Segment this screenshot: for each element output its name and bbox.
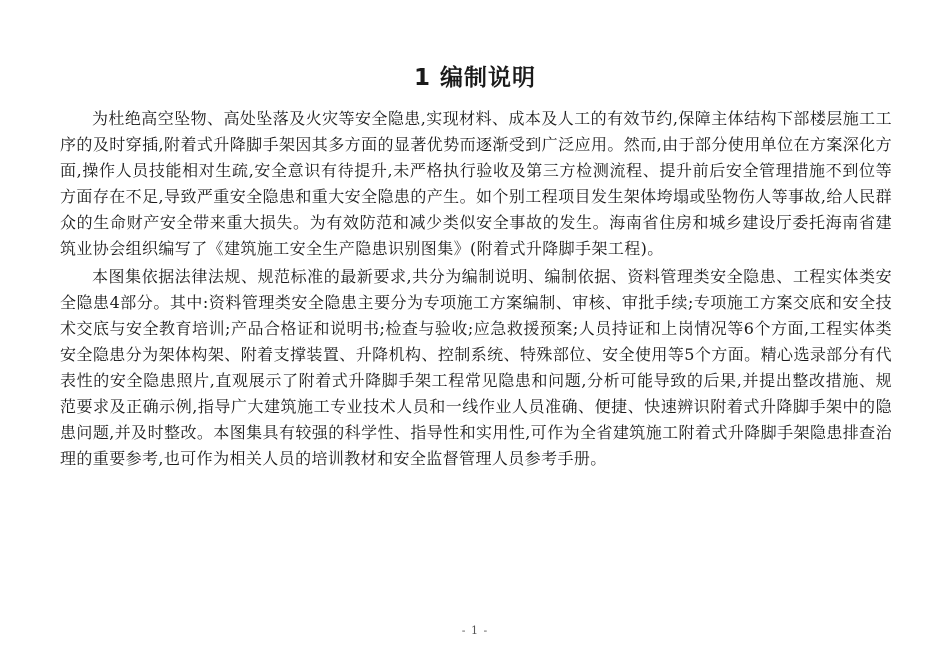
- paragraph-2: 本图集依据法律法规、规范标准的最新要求,共分为编制说明、编制依据、资料管理类安全隐患、工程实体类安全隐患4部分。其中:资料管理类安全隐患主要分为专项施工方案编制、审核、审批手续;专项施工方案交底和安全技术交底与安全教育培训;产品合格证和说明书;检查与验收;应急救援预案;人员持证和上岗情况等6个方面,工程实体类安全隐患分为架体构架、附着支撑装置、升降机构、控制系统、特殊部位、安全使用等5个方面。精心选录部分有代表性的安全隐患照片,直观展示了附着式升降脚手架工程常见隐患和问题,分析可能导致的后果,并提出整改措施、规范要求及正确示例,指导广大建筑施工专业技术人员和一线作业人员准确、便捷、快速辨识附着式升降脚手架中的隐患问题,并及时整改。本图集具有较强的科学性、指导性和实用性,可作为全省建筑施工附着式升降脚手架隐患排查治理的重要参考,也可作为相关人员的培训教材和安全监督管理人员参考手册。: [60, 267, 892, 468]
- body-text: [60, 106, 892, 474]
- paragraph-1: 为杜绝高空坠物、高处坠落及火灾等安全隐患,实现材料、成本及人工的有效节约,保障主体结构下部楼层施工工序的及时穿插,附着式升降脚手架因其多方面的显著优势而逐渐受到广泛应用。然而,由于部分使用单位在方案深化方面,操作人员技能相对生疏,安全意识有待提升,未严格执行验收及第三方检测流程、提升前后安全管理措施不到位等方面存在不足,导致严重安全隐患和重大安全隐患的产生。如个别工程项目发生架体垮塌或坠物伤人等事故,给人民群众的生命财产安全带来重大损失。为有效防范和减少类似安全事故的发生。海南省住房和城乡建设厅委托海南省建筑业协会组织编写了《建筑施工安全生产隐患识别图集》(附着式升降脚手架工程)。: [60, 109, 892, 258]
- page-number: - 1 -: [461, 624, 489, 637]
- section-title: 1 编制说明: [413, 65, 536, 91]
